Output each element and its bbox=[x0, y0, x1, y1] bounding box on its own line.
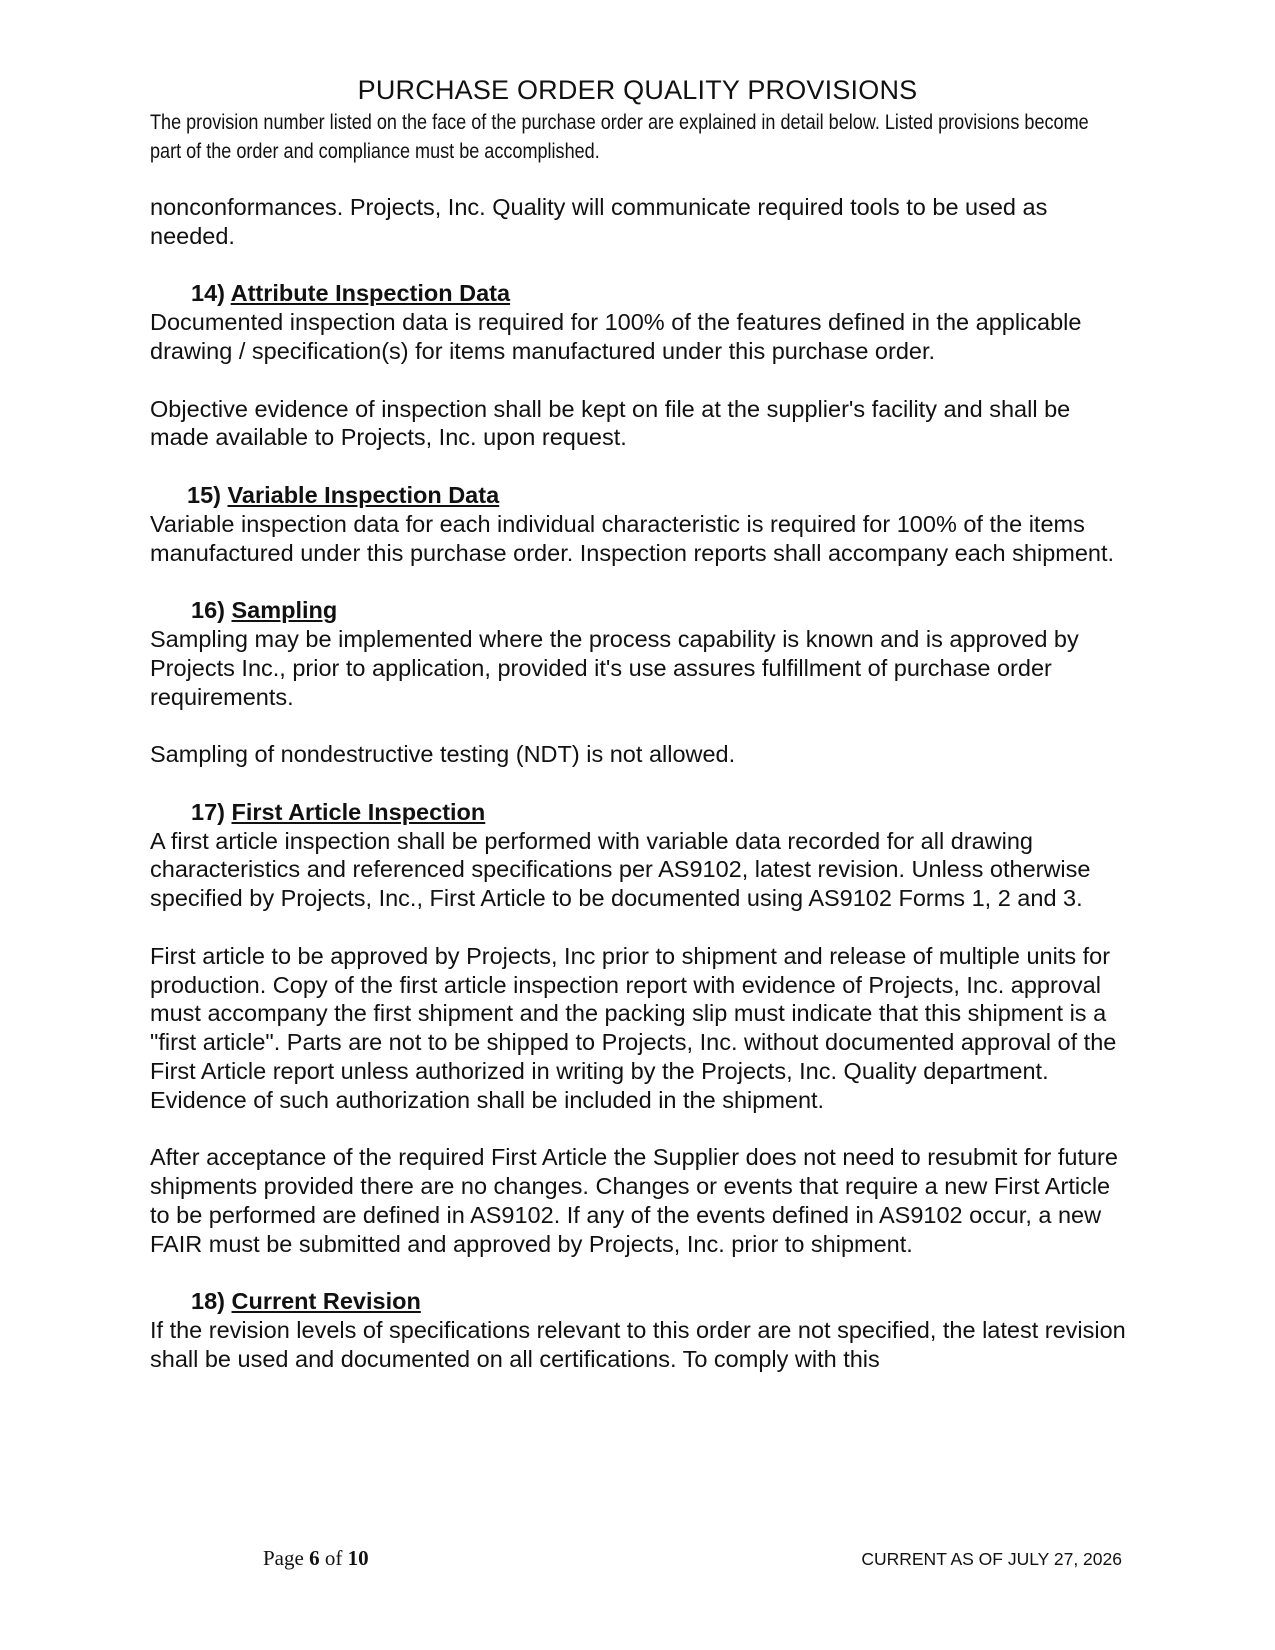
current-as-of-date: CURRENT AS OF JULY 27, 2026 bbox=[861, 1549, 1122, 1569]
section-paragraph: First article to be approved by Projects, Inc prior to shipment and release of multiple units for production. Copy of the first article inspection report with evidence of Projects, Inc. approval must accompany the first shipment and the packing slip must indicate that this shipment is a "first article". Parts are not to be shipped to Projects, Inc. without documented approval of the First Article report unless authorized in writing by the Projects, Inc. Quality department. Evidence of such authorization shall be included in the shipment. bbox=[150, 942, 1117, 1113]
section-paragraph: A first article inspection shall be performed with variable data recorded for all drawing characteristics and referenced specifications per AS9102, latest revision. Unless otherwise specified by Projects, Inc., First Article to be documented using AS9102 Forms 1, 2 and 3. bbox=[150, 827, 1091, 912]
document-title: PURCHASE ORDER QUALITY PROVISIONS bbox=[357, 75, 918, 105]
section-title: Attribute Inspection Data bbox=[230, 280, 511, 307]
section-number: 15) bbox=[187, 481, 221, 508]
section-number: 17) bbox=[191, 798, 225, 825]
section-heading-15 bbox=[150, 481, 1130, 510]
section-heading-14 bbox=[150, 279, 1130, 308]
section-paragraph: Variable inspection data for each individual characteristic is required for 100% of the items manufactured under this purchase order. Inspection reports shall accompany each shipment. bbox=[150, 510, 1115, 566]
section-heading-18 bbox=[150, 1287, 1130, 1316]
section-number: 16) bbox=[191, 597, 225, 624]
section-title: First Article Inspection bbox=[231, 798, 486, 825]
page-number bbox=[263, 1546, 369, 1571]
section-paragraph: If the revision levels of specifications relevant to this order are not specified, the latest revision shall be used and documented on all certifications. To comply with this bbox=[150, 1317, 1126, 1372]
page-total: 10 bbox=[347, 1546, 369, 1570]
document-body bbox=[150, 193, 1130, 1374]
section-title: Variable Inspection Data bbox=[227, 481, 500, 508]
section-title: Current Revision bbox=[231, 1288, 421, 1315]
section-heading-17 bbox=[150, 798, 1130, 827]
section-paragraph: Objective evidence of inspection shall be kept on file at the supplier's facility and shall be made available to Projects, Inc. upon request. bbox=[150, 395, 1071, 451]
section-number: 18) bbox=[191, 1288, 225, 1315]
section-paragraph: Documented inspection data is required for 100% of the features defined in the applicable drawing / specification(s) for items manufactured under this purchase order. bbox=[150, 309, 1082, 364]
section-title: Sampling bbox=[231, 597, 338, 624]
section-number: 14) bbox=[191, 280, 225, 307]
continuation-paragraph: nonconformances. Projects, Inc. Quality will communicate required tools to be used as needed. bbox=[150, 194, 1048, 249]
page-of: of bbox=[324, 1546, 343, 1570]
section-paragraph: Sampling may be implemented where the process capability is known and is approved by Projects Inc., prior to application, provided it's use assures fulfillment of purchase order requirements. bbox=[150, 625, 1079, 710]
page-word: Page bbox=[263, 1546, 304, 1570]
section-paragraph: After acceptance of the required First Article the Supplier does not need to resubmit for future shipments provided there are no changes. Changes or events that require a new First Article to be performed are defined in AS9102. If any of the events defined in AS9102 occur, a new FAIR must be submitted and approved by Projects, Inc. prior to shipment. bbox=[150, 1144, 1118, 1257]
section-heading-16 bbox=[150, 596, 1130, 625]
section-paragraph: Sampling of nondestructive testing (NDT) is not allowed. bbox=[150, 741, 736, 768]
document-intro: The provision number listed on the face of the purchase order are explained in detail below. Listed provisions become part of the order and compliance must be accomplished. bbox=[150, 111, 1089, 163]
page-current: 6 bbox=[309, 1546, 320, 1570]
